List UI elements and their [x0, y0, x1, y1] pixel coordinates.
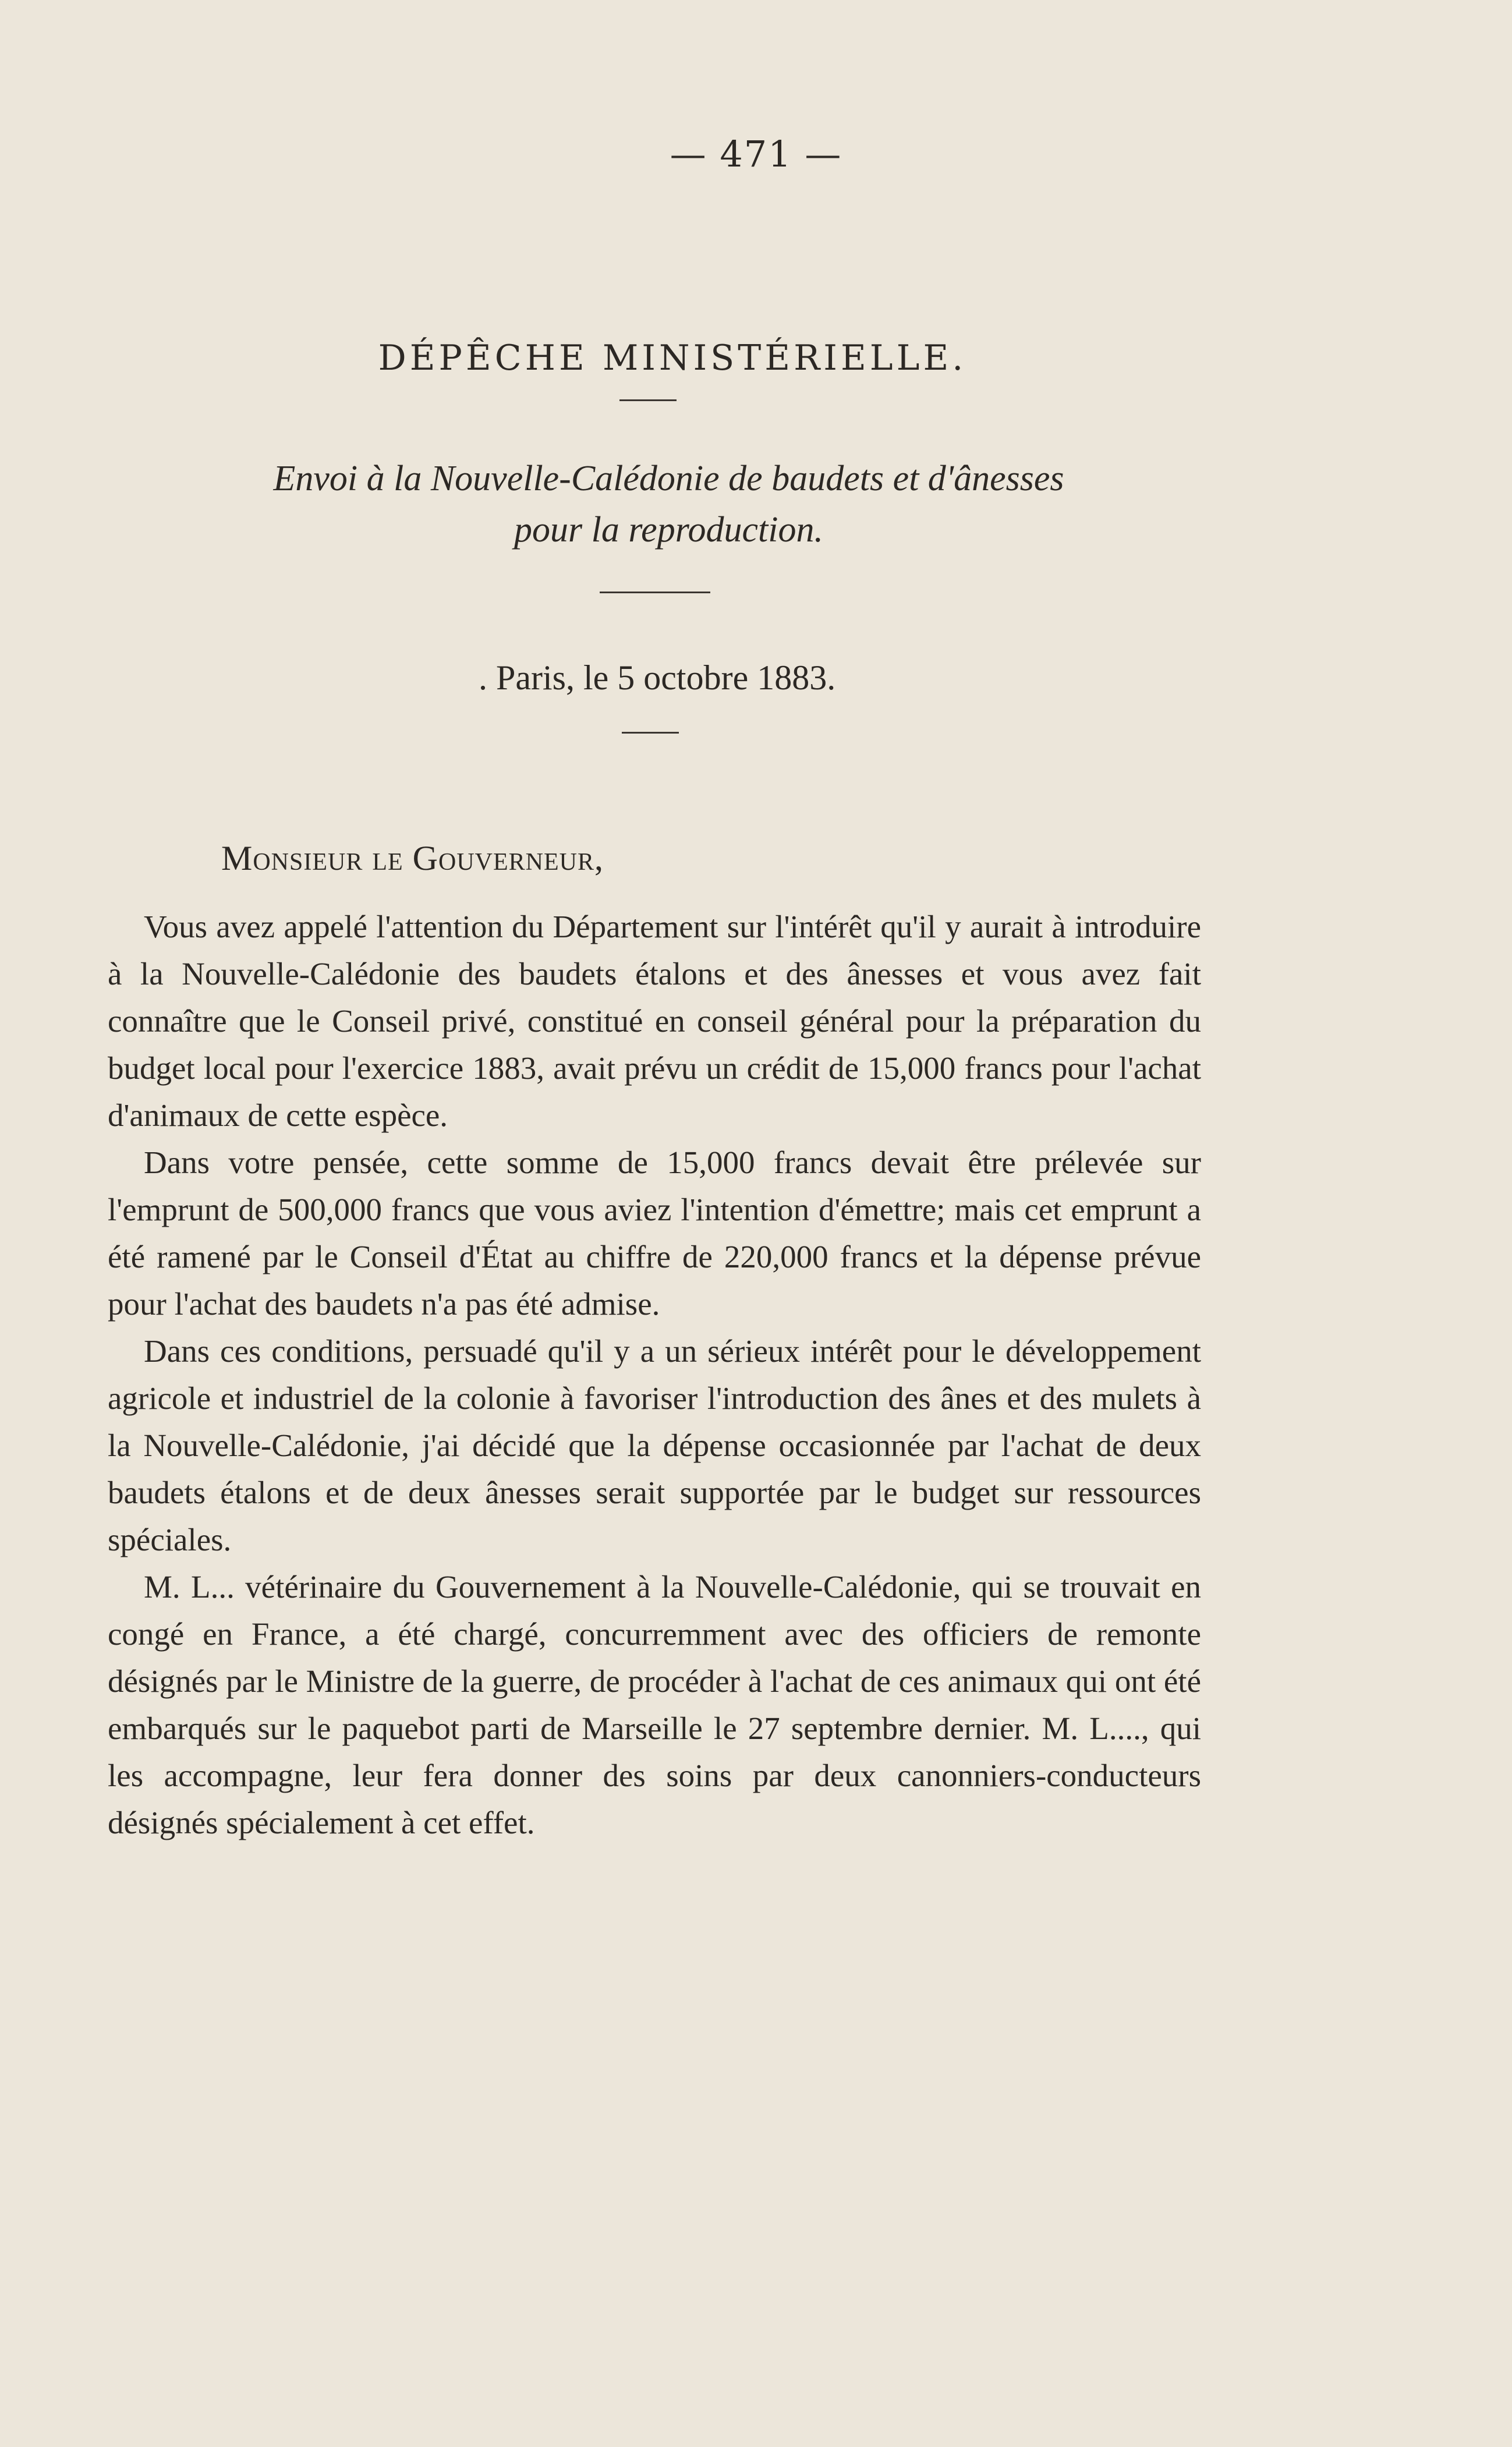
- paragraph: Vous avez appelé l'attention du Département sur l'intérêt qu'il y aurait à introduire à la Nouvelle-Calédonie des baudets étalons et des ânesses et vous avez fait connaître que le Conseil privé, constitué en conseil général pour la préparation du budget local pour l'exercice 1883, avait prévu un crédit de 15,000 francs pour l'achat d'animaux de cette espèce.: [108, 909, 1201, 1133]
- document-title: DÉPÊCHE MINISTÉRIELLE.: [378, 338, 967, 379]
- salutation: Monsieur le Gouverneur,: [221, 839, 604, 877]
- letter-body: [108, 903, 1201, 1846]
- subtitle-line-2: pour la reproduction.: [514, 510, 823, 550]
- page-number: — 471 —: [670, 133, 842, 175]
- paragraph: Dans votre pensée, cette somme de 15,000 francs devait être prélevée sur l'emprunt de 500,000 francs que vous aviez l'intention d'émettre; mais cet emprunt a été ramené par le Conseil d'État au chiffre de 220,000 francs et la dépense prévue pour l'achat des baudets n'a pas été admise.: [108, 1145, 1201, 1322]
- paragraph: Dans ces conditions, persuadé qu'il y a un sérieux intérêt pour le développement agricole et industriel de la colonie à favoriser l'introduction des ânes et des mulets à la Nouvelle-Calédonie, j'ai décidé que la dépense occasionnée par l'achat de deux baudets étalons et de deux ânesses serait supportée par le budget sur ressources spéciales.: [108, 1333, 1201, 1557]
- subtitle-line-1: Envoi à la Nouvelle-Calédonie de baudets et d'ânesses: [273, 459, 1064, 498]
- separator-rule: [600, 592, 710, 593]
- paragraph: M. L... vétérinaire du Gouvernement à la Nouvelle-Calédonie, qui se trouvait en congé en France, a été chargé, concurremment avec des officiers de remonte désignés par le Ministre de la guerre, de procéder à l'achat de ces animaux qui ont été embarqués sur le paquebot parti de Marseille le 27 septembre dernier. M. L...., qui les accompagne, leur fera donner des soins par deux canonniers-conducteurs désignés spécialement à cet effet.: [108, 1569, 1201, 1840]
- separator-rule: [622, 732, 679, 734]
- separator-rule: [619, 399, 677, 401]
- dateline: . Paris, le 5 octobre 1883.: [479, 658, 836, 697]
